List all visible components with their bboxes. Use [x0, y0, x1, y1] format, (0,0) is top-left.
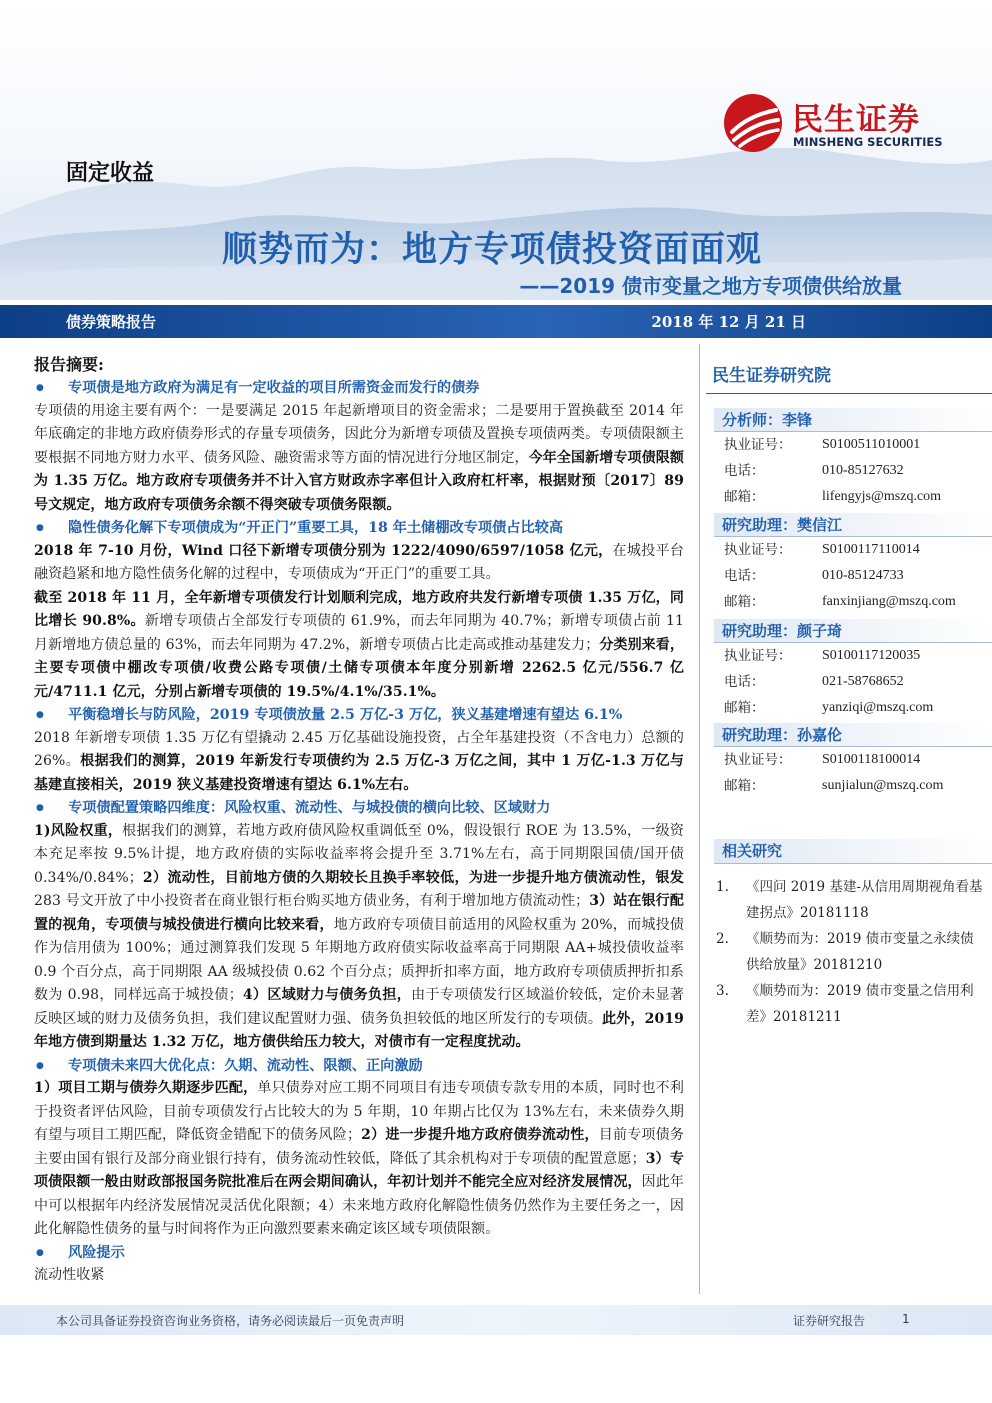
summary-section: [34, 354, 684, 1288]
text-bold: 今年全国新增专项债限额为 1.35 万亿。地方政府专项债务并不计入官方财政赤字率但计入政府杠杆率，根据财预〔2017〕89 号文规定，地方政府专项债务余额不得突破专项债务限额。: [34, 449, 685, 513]
bullet-heading: ● 专项债未来四大优化点：久期、流动性、限额、正向激励: [34, 1055, 684, 1078]
analyst-row: [714, 643, 992, 669]
analyst-title: 研究助理：樊信江: [714, 513, 992, 537]
row-label: 执业证号：: [724, 752, 792, 768]
row-label: 邮箱：: [724, 700, 765, 716]
row-label: 电话：: [724, 463, 765, 479]
text-bold: 3）专项债限额一般由财政部报国务院批准后在两会期间确认，年初计划并不能完全应对经济发展情况，: [34, 1150, 684, 1190]
report-date: 2018 年 12 月 21 日: [651, 313, 806, 331]
email-link[interactable]: fanxinjiang@mszq.com: [822, 594, 956, 609]
analyst-row: [714, 484, 992, 510]
bullet-heading: ● 风险提示: [34, 1242, 684, 1265]
text-bold: 2）进一步提升地方政府债券流动性，: [361, 1127, 599, 1143]
summary-paragraph: [34, 400, 684, 518]
text-bold: 截至 2018 年 11 月，全年新增专项债发行计划顺利完成，地方政府共发行新增专项债 1.35 万亿，同比增长 90.8%。: [34, 589, 684, 629]
row-value: 010-85124733: [822, 568, 904, 583]
text-bold: 此外，2019 年地方债到期量达 1.32 万亿，地方债供给压力较大，对债市有一定程度扰动。: [34, 1010, 684, 1050]
text-normal: 283 号文开放了中小投资者在商业银行柜台购买地方债业务，有利于增加地方债流动性；: [34, 893, 590, 909]
item-title: 《顺势而为：2019 债市变量之永续债供给放量》20181210: [746, 931, 974, 973]
text-normal: 单只债券对应工期不同项目有违专项债专款专用的本质，同时也不利于投资者评估风险，目前专项债发行占比较大的为 5 年期，10 年期占比仅为 13%左右，未来债券久期有望与项目工期匹配，降低资金错配下的债务风险；: [34, 1080, 685, 1143]
text-normal: 专项债的用途主要有两个：一是要满足 2015 年起新增项目的资金需求；二是要用于置换截至 2014 年年底确定的非地方政府债券形式的存量专项债务，因此分为新增专项债及置换专项债两类。专项债限额主要根据不同地方财力水平、债务风险、融资需求等方面的情况进行分地区制定，: [34, 402, 684, 466]
text-normal: 因此年中可以根据年内经济发展情况灵活优化限额；4）未来地方政府化解隐性债务仍然作为主要任务之一，因此化解隐性债务的量与时间将作为正向激烈要素来确定该区域专项债限额。: [34, 1174, 684, 1237]
analyst-row: [714, 537, 992, 563]
analyst-row: [714, 589, 992, 615]
row-label: 执业证号：: [724, 542, 792, 558]
row-value: S0100117120035: [822, 648, 921, 663]
text-bold: 4）区域财力与债务负担，: [242, 987, 412, 1003]
row-value: 010-85127632: [822, 463, 904, 478]
page-footer: [0, 1305, 992, 1335]
related-research-item[interactable]: [716, 874, 986, 926]
row-label: 邮箱：: [724, 778, 765, 794]
item-title: 《顺势而为：2019 债市变量之信用利差》20181211: [746, 983, 974, 1025]
report-type: 债券策略报告: [66, 313, 157, 331]
row-label: 电话：: [724, 568, 765, 584]
row-value: S0100118100014: [822, 752, 921, 767]
text-normal: 目前专项债务主要由国有银行及部分商业银行持有，债务流动性较低，降低了其余机构对于专项债的配置意愿；: [34, 1127, 684, 1167]
text-normal: 2018 年新增专项债 1.35 万亿有望撬动 2.45 万亿基础设施投资，占全年基建投资（不含电力）总额的 26%。: [34, 729, 684, 769]
text-normal: 新增专项债占全部发行专项债的 61.9%，而去年同期为 40.7%；新增专项债占前 11 月新增地方债总量的 63%，而去年同期为 47.2%，新增专项债占比走高或推动基建发力；: [34, 613, 684, 653]
text-bold: 2018 年 7-10 月份，Wind 口径下新增专项债分别为 1222/4090/6597/1058 亿元，: [34, 542, 613, 559]
row-value: S0100511010001: [822, 437, 921, 452]
row-label: 执业证号：: [724, 437, 792, 453]
related-research-heading: 相关研究: [714, 839, 992, 864]
text-bold: 1)风险权重，: [34, 822, 123, 839]
page-number: 1: [902, 1312, 910, 1326]
email-link[interactable]: lifengyjs@mszq.com: [822, 489, 942, 504]
column-divider: [699, 344, 700, 1294]
email-link[interactable]: sunjialun@mszq.com: [822, 778, 944, 793]
risk-paragraph: 流动性收紧: [34, 1267, 105, 1283]
row-label: 执业证号：: [724, 648, 792, 664]
text-bold: 1）项目工期与债券久期逐步匹配，: [34, 1080, 258, 1096]
row-value: 021-58768652: [822, 674, 904, 689]
text-bold: 3）站在银行配置的视角，专项债与城投债进行横向比较来看，: [34, 893, 684, 933]
bullet-heading: ● 专项债是地方政府为满足有一定收益的项目所需资金而发行的债券: [34, 377, 684, 400]
minsheng-logo-mark-icon: [722, 92, 784, 154]
report-title: [0, 222, 992, 272]
summary-paragraph: [34, 1077, 684, 1242]
text-normal: 根据我们的测算，若地方政府债风险权重调低至 0%，假设银行 ROE 为 13.5%，一级资本充足率按 9.5%计提，地方政府债的实际收益率将会提升至 3.71%左右，高于同期限国债/国开债 0.34%/0.84%；: [34, 822, 684, 886]
analyst-title: 分析师：李锋: [714, 408, 992, 432]
analyst-card: [714, 513, 992, 615]
institute-divider: [706, 393, 992, 394]
bullet-heading: ● 专项债配置策略四维度：风险权重、流动性、与城投债的横向比较、区域财力: [34, 797, 684, 820]
analyst-row: [714, 669, 992, 695]
logo-english-name: MINSHENG SECURITIES: [793, 135, 943, 149]
text-bold: 根据我们的测算，2019 年新发行专项债约为 2.5 万亿-3 万亿之间，其中 1 万亿-1.3 万亿与基建直接相关，2019 狭义基建投资增速有望达 6.1%左右。: [34, 753, 684, 793]
row-value: S0100117110014: [822, 542, 920, 557]
report-info-bar: [0, 305, 992, 338]
text-bold: 分类别来看，主要专项债中棚改专项债/收费公路专项债/土储专项债本年度分别新增 2262.5 亿元/556.7 亿元/4711.1 亿元，分别占新增专项债的 19.5%/4.1%/35.1%。: [34, 636, 684, 700]
related-research-list: [716, 874, 986, 1030]
related-research-item[interactable]: [716, 978, 986, 1030]
report-title-text: 顺势而为：地方专项债投资面面观: [221, 230, 762, 270]
summary-paragraph: [34, 727, 684, 798]
bullet-heading: ● 隐性债务化解下专项债成为“开正门”重要工具，18 年土储棚改专项债占比较高: [34, 517, 684, 540]
analyst-row: [714, 695, 992, 721]
report-header: [0, 0, 992, 300]
analyst-card: [714, 723, 992, 799]
institute-name: 民生证券研究院: [712, 366, 831, 386]
summary-paragraph: [34, 820, 684, 1055]
analyst-row: [714, 458, 992, 484]
text-normal: 由于专项债发行区域溢价较低，定价未显著反映区域的财力及债务负担，我们建议配置财力强、债务负担较低的地区所发行的专项债。: [34, 987, 684, 1027]
text-normal: 地方政府专项债目前适用的风险权重为 20%，而城投债作为信用债为 100%；通过测算我们发现 5 年期地方政府债实际收益率高于同期限 AA+城投债收益率 0.9 个百分点，高于同期限 AA 级城投债 0.62 个百分点；质押折扣率方面，地方政府专项债质押折扣系数为 0.98，同样远高于城投债；: [34, 916, 684, 1003]
related-research-item[interactable]: [716, 926, 986, 978]
item-number: 1.: [716, 879, 729, 895]
summary-paragraph: [34, 540, 684, 587]
analyst-title: 研究助理：孙嘉伦: [714, 723, 992, 747]
section-label: 固定收益: [66, 161, 155, 186]
analyst-card: [714, 408, 992, 510]
row-label: 邮箱：: [724, 489, 765, 505]
footer-disclaimer: 本公司具备证券投资咨询业务资格，请务必阅读最后一页免责声明: [56, 1314, 405, 1328]
text-normal: 在城投平台融资趋紧和地方隐性债务化解的过程中，专项债成为“开正门”的重要工具。: [34, 542, 684, 582]
analyst-row: [714, 563, 992, 589]
item-title: 《四问 2019 基建-从信用周期视角看基建拐点》20181118: [746, 879, 983, 921]
report-subtitle: ——2019 债市变量之地方专项债供给放量: [519, 274, 902, 298]
analyst-card: [714, 619, 992, 721]
item-number: 2.: [716, 931, 729, 947]
analyst-row: [714, 747, 992, 773]
summary-paragraph: [34, 587, 684, 705]
bullet-heading: ● 平衡稳增长与防风险，2019 专项债放量 2.5 万亿-3 万亿，狭义基建增速有望达 6.1%: [34, 704, 684, 727]
analyst-row: [714, 432, 992, 458]
analyst-title: 研究助理：颜子琦: [714, 619, 992, 643]
row-label: 邮箱：: [724, 594, 765, 610]
minsheng-logo: [722, 92, 952, 154]
footer-doc-type: 证券研究报告: [793, 1314, 866, 1328]
analyst-row: [714, 773, 992, 799]
email-link[interactable]: yanziqi@mszq.com: [822, 700, 934, 715]
logo-chinese-name: 民生证券: [792, 102, 920, 138]
item-number: 3.: [716, 983, 729, 999]
text-bold: 2）流动性，目前地方债的久期较长且换手率较低，为进一步提升地方债流动性，银发: [142, 869, 684, 886]
row-label: 电话：: [724, 674, 765, 690]
summary-heading: 报告摘要:: [34, 355, 104, 374]
